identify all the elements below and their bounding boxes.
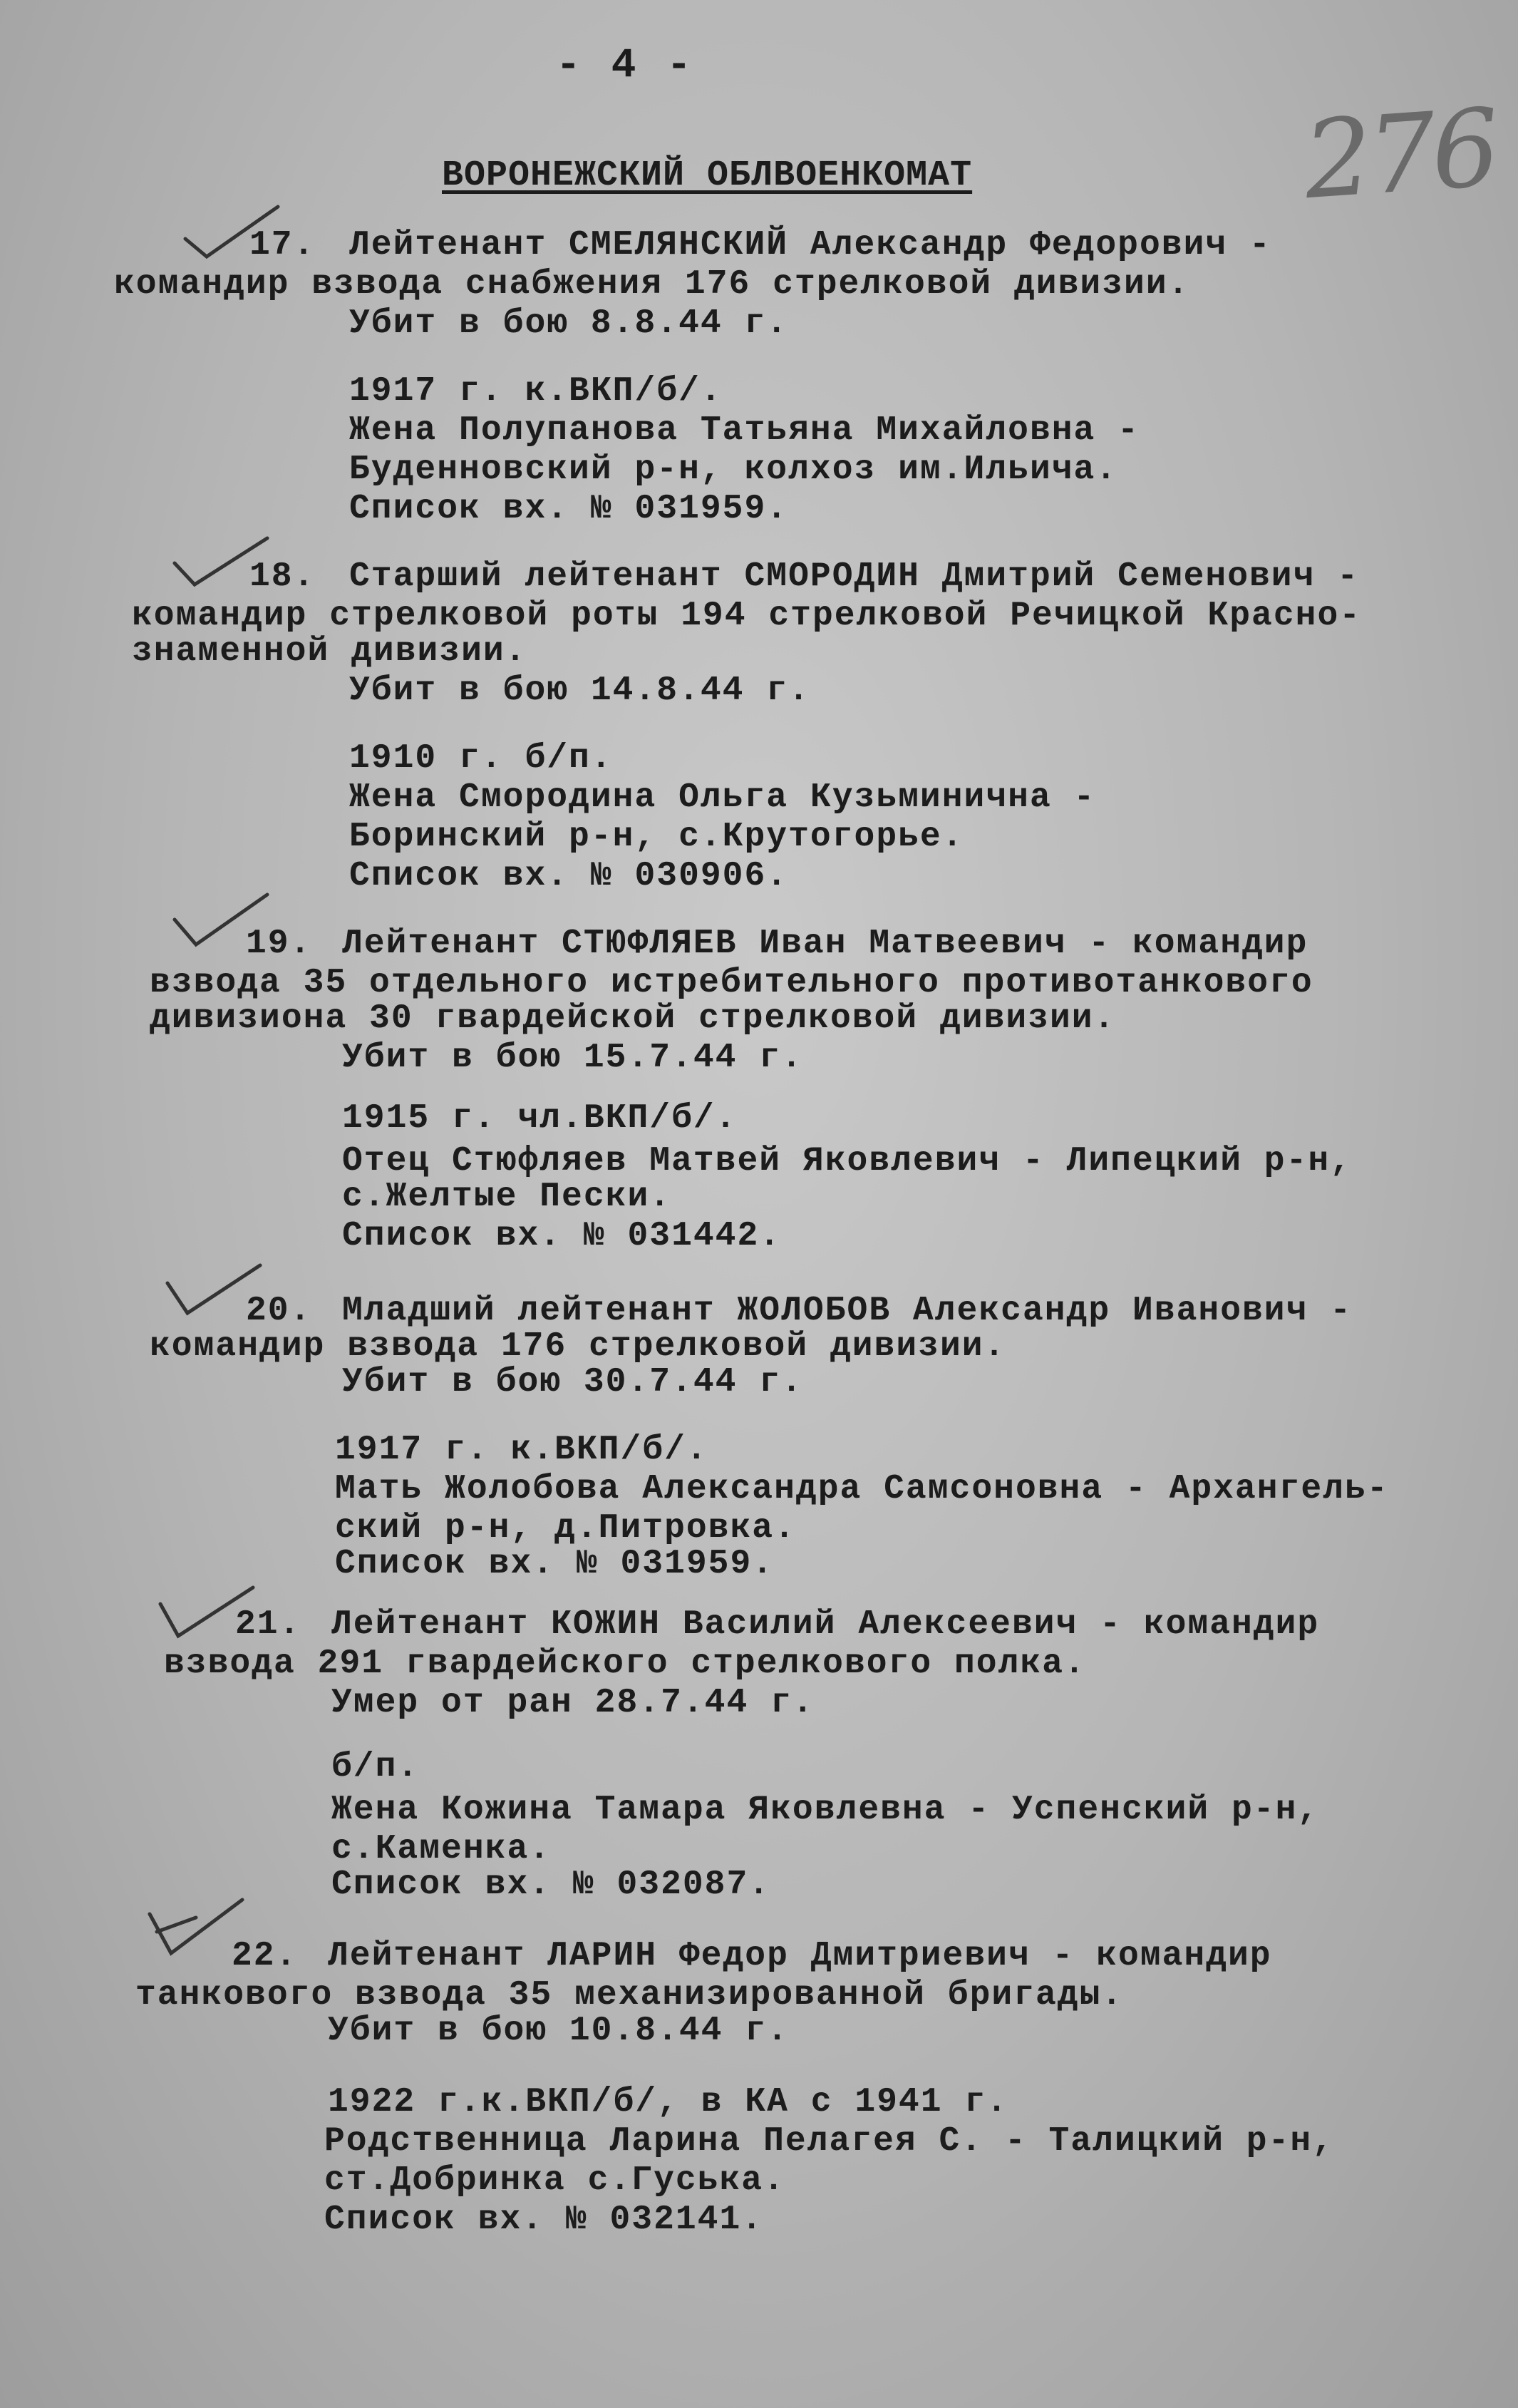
entry-line: Убит в бою 30.7.44 г.	[342, 1363, 803, 1401]
entry-line: Старший лейтенант СМОРОДИН Дмитрий Семенович -	[349, 557, 1360, 596]
entry-line: б/п.	[331, 1748, 420, 1786]
entry-number: 22.	[232, 1937, 298, 1975]
entry-line: Мать Жолобова Александра Самсоновна - Архангель-	[335, 1470, 1389, 1508]
entry-number: 19.	[246, 925, 312, 963]
entry-line: Отец Стюфляев Матвей Яковлевич - Липецкий р-н,	[342, 1142, 1353, 1180]
entry-line: командир взвода 176 стрелковой дивизии.	[150, 1327, 1006, 1366]
entry-line: с.Желтые Пески.	[342, 1178, 672, 1216]
entry-line: Лейтенант СМЕЛЯНСКИЙ Александр Федорович -	[349, 226, 1271, 264]
entry-line: Лейтенант ЛАРИН Федор Дмитриевич - командир	[328, 1937, 1272, 1975]
entry-line: 1915 г. чл.ВКП/б/.	[342, 1099, 738, 1138]
entry-line: Список вх. № 031959.	[349, 490, 789, 528]
entry-line: Убит в бою 8.8.44 г.	[349, 304, 789, 343]
document-heading: ВОРОНЕЖСКИЙ ОБЛВОЕНКОМАТ	[442, 155, 973, 196]
entry-line: 1917 г. к.ВКП/б/.	[335, 1431, 708, 1469]
entry-line: Убит в бою 15.7.44 г.	[342, 1039, 803, 1077]
entry-line: знаменной дивизии.	[132, 632, 527, 671]
entry-line: Жена Смородина Ольга Кузьминична -	[349, 778, 1096, 817]
entry-number: 20.	[246, 1292, 312, 1330]
page-number: - 4 -	[556, 43, 695, 89]
entry-line: 1917 г. к.ВКП/б/.	[349, 372, 723, 411]
entry-line: Жена Кожина Тамара Яковлевна - Успенский р-н,	[331, 1791, 1320, 1829]
entry-line: Буденновский р-н, колхоз им.Ильича.	[349, 451, 1118, 489]
entry-line: Список вх. № 032141.	[324, 2201, 764, 2239]
entry-line: Умер от ран 28.7.44 г.	[331, 1684, 815, 1722]
entry-number: 18.	[249, 557, 316, 596]
entry-line: танкового взвода 35 механизированной бригады.	[135, 1976, 1124, 2015]
entry-line: ст.Добринка с.Гуська.	[324, 2161, 785, 2200]
entry-line: Убит в бою 10.8.44 г.	[328, 2012, 789, 2050]
entry-line: Младший лейтенант ЖОЛОБОВ Александр Иванович -	[342, 1292, 1353, 1330]
entry-line: Убит в бою 14.8.44 г.	[349, 672, 810, 710]
entry-line: командир взвода снабжения 176 стрелковой дивизии.	[114, 265, 1190, 304]
entry-line: командир стрелковой роты 194 стрелковой Речицкой Красно-	[132, 597, 1362, 635]
entry-line: дивизиона 30 гвардейской стрелковой дивизии.	[150, 999, 1116, 1038]
entry-number: 21.	[235, 1605, 301, 1644]
entry-line: Список вх. № 030906.	[349, 857, 789, 895]
entry-line: Список вх. № 031959.	[335, 1545, 775, 1583]
entry-line: взвода 291 гвардейского стрелкового полка.	[164, 1645, 1086, 1683]
entry-line: Лейтенант КОЖИН Василий Алексеевич - командир	[331, 1605, 1320, 1644]
entry-line: взвода 35 отдельного истребительного противотанкового	[150, 964, 1313, 1002]
entry-line: 1922 г.к.ВКП/б/, в КА с 1941 г.	[328, 2083, 1008, 2121]
entry-line: Жена Полупанова Татьяна Михайловна -	[349, 411, 1140, 450]
entry-number: 17.	[249, 226, 316, 264]
entry-line: Боринский р-н, с.Крутогорье.	[349, 818, 964, 856]
entry-line: Список вх. № 032087.	[331, 1866, 771, 1904]
entry-line: ский р-н, д.Питровка.	[335, 1509, 796, 1548]
entry-line: Список вх. № 031442.	[342, 1217, 782, 1255]
entry-line: Родственница Ларина Пелагея С. - Талицкий р-н,	[324, 2122, 1335, 2161]
handwritten-archive-number: 276	[1300, 86, 1500, 224]
entry-line: с.Каменка.	[331, 1830, 552, 1868]
entry-line: 1910 г. б/п.	[349, 739, 613, 778]
entry-line: Лейтенант СТЮФЛЯЕВ Иван Матвеевич - командир	[342, 925, 1308, 963]
